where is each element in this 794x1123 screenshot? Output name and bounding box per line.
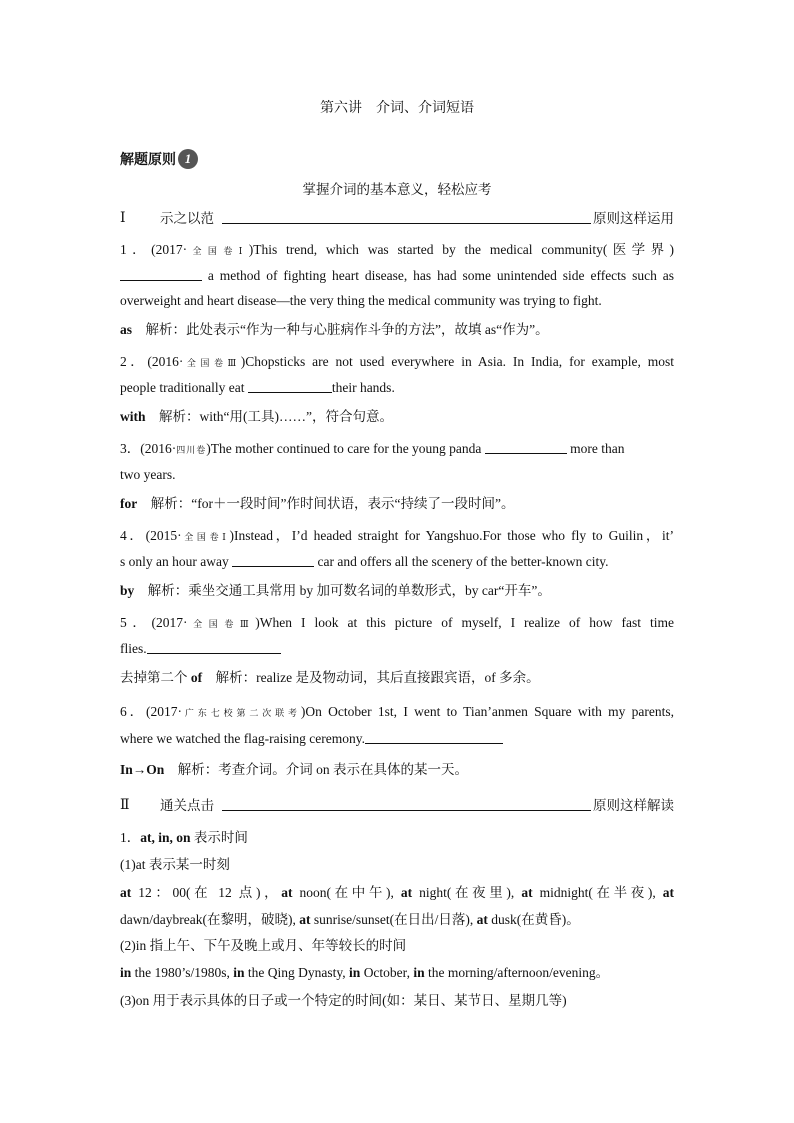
question-source: 全国卷Ⅰ <box>181 532 230 542</box>
section-tail: 原则这样解读 <box>593 798 674 813</box>
answer-word: of <box>190 670 203 685</box>
question-source: 全国卷Ⅲ <box>187 619 256 629</box>
answer-blank[interactable] <box>232 554 314 567</box>
in-examples-line: in the 1980’s/1980s, in the Qing Dynasty, in October, in the morning/afternoon/evening。 <box>120 965 610 980</box>
question-6-line-1: 6．(2017·广东七校第二次联考)On October 1st, I went to Tian’anmen Square with my parents, <box>120 704 674 719</box>
principle-heading <box>120 147 198 171</box>
section-number: Ⅰ <box>120 211 126 226</box>
question-2-line-1: 2．(2016·全国卷Ⅲ)Chopsticks are not used everywhere in Asia. In India, for example, most <box>120 354 674 369</box>
question-1-line-1: 1．(2017·全国卷Ⅰ)This trend, which was started by the medical community(医学界) <box>120 242 674 257</box>
analysis-text: 解析：with“用(工具)……”，符合句意。 <box>159 409 393 424</box>
at-examples-line-2: dawn/daybreak(在黎明，破晓), at sunrise/sunset(在日出/日落), at dusk(在黄昏)。 <box>120 912 580 927</box>
question-5-line-1: 5．(2017·全国卷Ⅲ)When I look at this picture of myself, I realize of how fast time <box>120 615 674 630</box>
question-2-answer <box>120 408 674 426</box>
subtopic-in: (2)in 指上午、下午及晚上或月、年等较长的时间 <box>120 938 407 953</box>
answer-blank[interactable] <box>485 441 567 454</box>
analysis-text: 解析：考查介词。介词 on 表示在具体的某一天。 <box>177 762 469 777</box>
question-1-line-2: a method of fighting heart disease, has had some unintended side effects such as <box>120 267 674 285</box>
at-examples-line-1: at 12：00(在 12 点)，at noon(在中午), at night(在夜里), at midnight(在半夜), at <box>120 885 674 900</box>
section-number: Ⅱ <box>120 798 130 813</box>
principle-number-badge: 1 <box>178 149 198 169</box>
answer-word: by <box>120 583 135 598</box>
section-heading-1 <box>120 207 674 227</box>
principle-subtitle: 掌握介词的基本意义，轻松应考 <box>302 182 492 197</box>
answer-blank[interactable] <box>120 268 202 281</box>
analysis-text: 解析：乘坐交通工具常用 by 加可数名词的单数形式，by car“开车”。 <box>147 583 551 598</box>
page-title: 第六讲 介词、介词短语 <box>320 101 474 116</box>
question-4-line-2: s only an hour away car and offers all the scenery of the better-known city. <box>120 554 609 569</box>
principle-label: 解题原则 <box>120 152 176 168</box>
question-4-line-1: 4．(2015·全国卷Ⅰ)Instead，I’d headed straight for Yangshuo.For those who fly to Guilin，it’ <box>120 528 674 543</box>
question-3-line-2: two years. <box>120 467 176 482</box>
analysis-text: 解析：“for＋一段时间”作时间状语，表示“持续了一段时间”。 <box>150 496 515 511</box>
section-rule <box>222 809 591 811</box>
answer-blank[interactable] <box>147 641 281 654</box>
answer-word: with <box>120 409 146 424</box>
answer-word: as <box>120 322 133 337</box>
question-1-line-3: overweight and heart disease—the very thing the medical community was trying to fight. <box>120 293 602 308</box>
question-1-answer <box>120 321 674 339</box>
analysis-text: 解析：realize 是及物动词，其后直接跟宾语，of 多余。 <box>215 670 540 685</box>
question-source: 全国卷Ⅰ <box>187 246 249 256</box>
answer-word: for <box>120 496 138 511</box>
question-3-line-1: 3．(2016·四川卷)The mother continued to care for the young panda more than <box>120 441 625 456</box>
question-source: 全国卷Ⅲ <box>183 358 241 368</box>
question-4-answer <box>120 582 674 600</box>
answer-blank[interactable] <box>365 731 503 744</box>
answer-word: In→On <box>120 762 165 777</box>
question-6-line-2: where we watched the flag-raising ceremony. <box>120 730 674 748</box>
section-tail: 原则这样运用 <box>593 211 674 226</box>
question-5-answer: 去掉第二个 of 解析：realize 是及物动词，其后直接跟宾语，of 多余。 <box>120 670 540 685</box>
question-source: 广东七校第二次联考 <box>182 708 301 718</box>
question-6-answer <box>120 761 674 779</box>
question-source: 四川卷 <box>176 445 207 455</box>
section-name: 示之以范 <box>160 211 214 226</box>
analysis-text: 解析：此处表示“作为一种与心脏病作斗争的方法”，故填 as“作为”。 <box>145 322 549 337</box>
section-name: 通关点击 <box>160 798 214 813</box>
question-2-line-2: people traditionally eat their hands. <box>120 380 395 395</box>
subtopic-at: (1)at 表示某一时刻 <box>120 857 230 872</box>
subtopic-on: (3)on 用于表示具体的日子或一个特定的时间(如：某日、某节日、星期几等) <box>120 993 567 1008</box>
section-heading-2 <box>120 794 674 814</box>
topic-heading: 1．at, in, on 表示时间 <box>120 830 248 845</box>
question-5-line-2: flies. <box>120 640 674 658</box>
answer-blank[interactable] <box>248 380 332 393</box>
question-3-answer <box>120 495 674 513</box>
section-rule <box>222 222 591 224</box>
